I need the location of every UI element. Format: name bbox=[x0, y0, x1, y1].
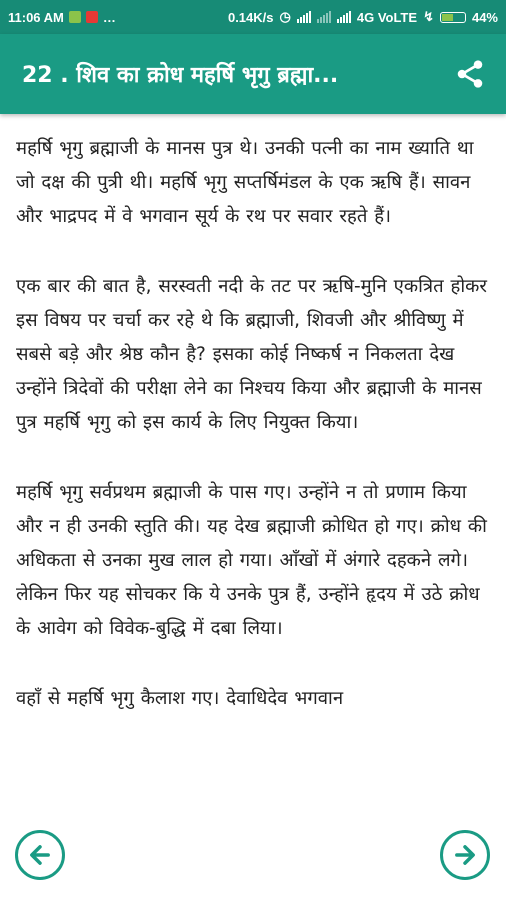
network-type: 4G VoLTE bbox=[356, 9, 418, 25]
next-button[interactable] bbox=[440, 830, 490, 880]
share-icon bbox=[454, 58, 486, 90]
network-speed: 0.14K/s bbox=[227, 9, 274, 25]
article-paragraph: महर्षि भृगु सर्वप्रथम ब्रह्माजी के पास गए। उन्होंने न तो प्रणाम किया और न ही उनकी स्तुति की। यह देख ब्रह्माजी क्रोधित हो गए। क्रोध की अधिकता से उनका मुख लाल हो गया। आँखों में अंगारे दहकने लगे। लेकिन फिर यह सोचकर कि ये उनके पुत्र हैं, उन्होंने हृदय में उठे क्रोध के आवेग को विवेक-बुद्धि में दबा लिया। bbox=[16, 482, 487, 639]
arrow-left-icon bbox=[26, 841, 54, 869]
battery-percent: 44% bbox=[471, 9, 498, 25]
share-button[interactable] bbox=[452, 56, 488, 92]
article-paragraph: वहाँ से महर्षि भृगु कैलाश गए। देवाधिदेव भगवान bbox=[16, 688, 344, 709]
status-left bbox=[8, 10, 116, 25]
article-paragraph: महर्षि भृगु ब्रह्माजी के मानस पुत्र थे। उनकी पत्नी का नाम ख्याति था जो दक्ष की पुत्री थी। महर्षि भृगु सप्तर्षिमंडल के एक ऋषि हैं। सावन और भाद्रपद में वे भगवान सूर्य के रथ पर सवार रहते हैं। bbox=[16, 138, 474, 227]
article-content[interactable] bbox=[0, 114, 506, 900]
status-bar bbox=[0, 0, 506, 34]
previous-button[interactable] bbox=[15, 830, 65, 880]
notification-music-icon bbox=[86, 11, 98, 23]
status-time: 11:06 AM bbox=[8, 9, 64, 25]
charging-icon: ↯ bbox=[423, 9, 434, 24]
signal-sim2-icon bbox=[317, 11, 331, 23]
arrow-right-icon bbox=[451, 841, 479, 869]
page-title: 22 . शिव का क्रोध महर्षि भृगु ब्रह्मा... bbox=[22, 63, 339, 88]
signal-sim1-icon bbox=[297, 11, 311, 23]
status-right bbox=[228, 9, 498, 25]
app-bar bbox=[0, 34, 506, 114]
article-paragraph: एक बार की बात है, सरस्वती नदी के तट पर ऋषि-मुनि एकत्रित होकर इस विषय पर चर्चा कर रहे थे कि ब्रह्माजी, शिवजी और श्रीविष्णु में सबसे बड़े और श्रेष्ठ कौन है? इसका कोई निष्कर्ष न निकलता देख उन्होंने त्रिदेवों की परीक्षा लेने का निश्चय किया और ब्रह्माजी के मानस पुत्र महर्षि भृगु को इस कार्य के लिए नियुक्त किया। bbox=[16, 276, 487, 433]
battery-icon bbox=[440, 12, 466, 23]
signal-sim3-icon bbox=[337, 11, 351, 23]
more-notifications-icon: … bbox=[102, 9, 116, 25]
notification-app-icon bbox=[69, 11, 81, 23]
alarm-icon: ◷ bbox=[279, 9, 291, 24]
